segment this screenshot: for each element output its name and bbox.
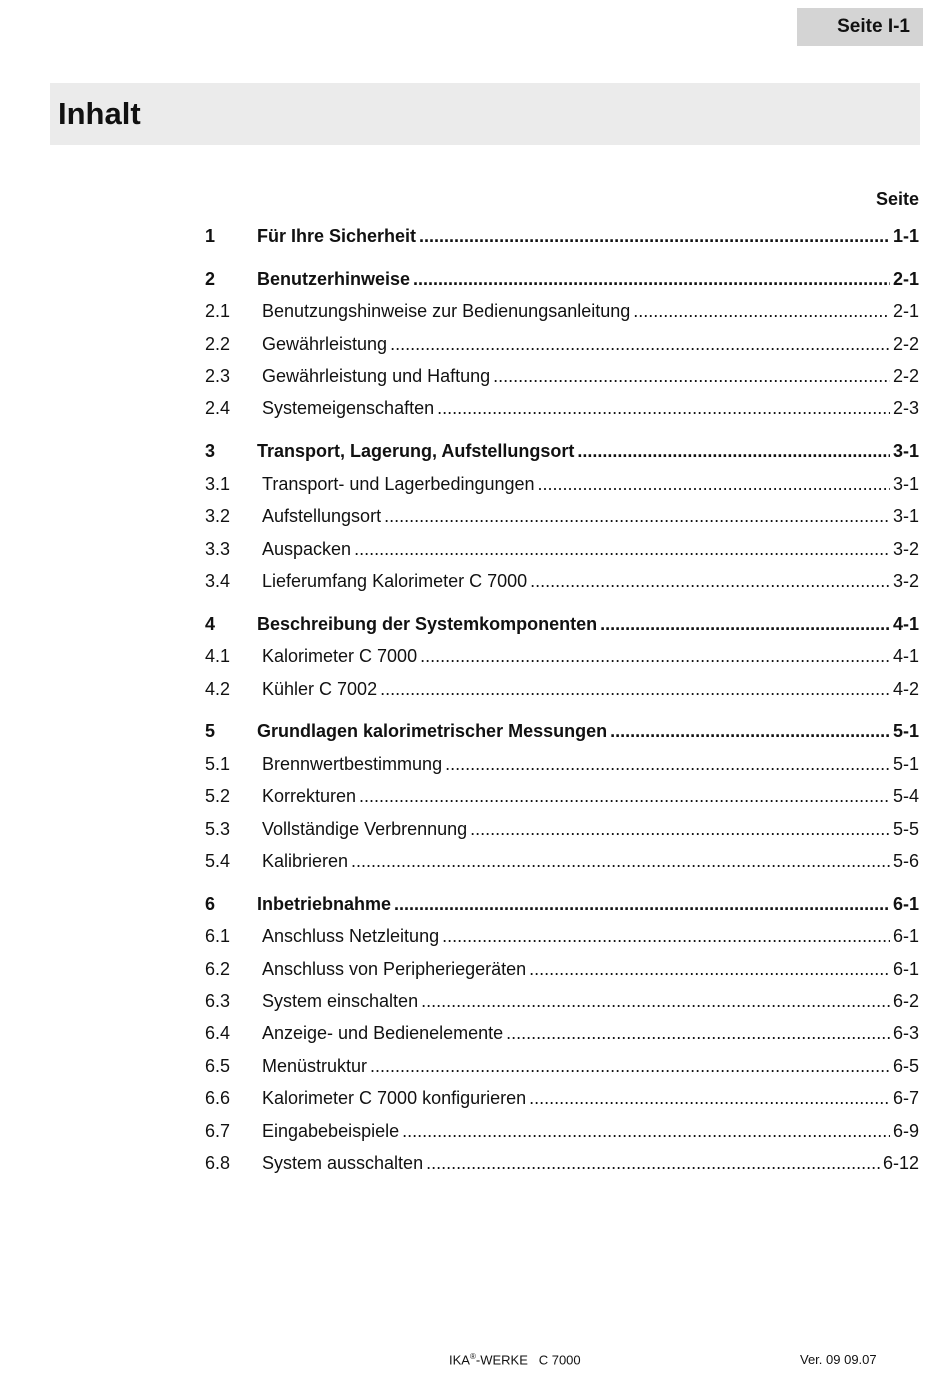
toc-leader-dots (577, 441, 890, 462)
toc-entry-number: 6.5 (205, 1055, 231, 1076)
toc-entry-number: 6.1 (205, 926, 231, 947)
toc-section-entry (205, 506, 919, 538)
toc-section-entry (205, 571, 919, 603)
registered-mark: ® (469, 1352, 476, 1361)
toc-entry-page: 4-2 (892, 678, 919, 699)
toc-leader-dots (384, 506, 890, 527)
toc-section-entry (205, 1153, 919, 1185)
toc-entry-number: 3.4 (205, 570, 231, 591)
toc-entry-title: Kalorimeter C 7000 (262, 646, 418, 667)
toc-entry-page: 2-2 (892, 366, 919, 387)
toc-section-entry (205, 959, 919, 991)
toc-entry-title: Korrekturen (262, 786, 357, 807)
toc-entry-title: Aufstellungsort (262, 506, 382, 527)
toc-entry-number: 5.4 (205, 851, 231, 872)
toc-entry-title: Inbetriebnahme (257, 893, 392, 914)
toc-leader-dots (600, 614, 890, 635)
toc-section-entry (205, 398, 919, 430)
toc-entry-page: 2-1 (892, 268, 919, 289)
toc-section-entry (205, 926, 919, 958)
toc-leader-dots (445, 754, 890, 775)
toc-entry-number: 3.2 (205, 506, 231, 527)
toc-entry-number: 6.3 (205, 991, 231, 1012)
toc-entry-page: 6-7 (892, 1088, 919, 1109)
title-bar (50, 83, 920, 145)
toc-entry-number: 2.2 (205, 333, 231, 354)
toc-leader-dots (426, 1153, 880, 1174)
toc-section-entry (205, 991, 919, 1023)
toc-entry-page: 6-9 (892, 1120, 919, 1141)
toc-entry-number: 2 (205, 268, 216, 289)
toc-entry-page: 2-2 (892, 333, 919, 354)
toc-entry-number: 2.3 (205, 366, 231, 387)
toc-section-entry (205, 786, 919, 818)
toc-entry-page: 3-1 (892, 506, 919, 527)
toc-entry-title: Anzeige- und Bedienelemente (262, 1023, 504, 1044)
toc-leader-dots (493, 366, 890, 387)
toc-chapter-entry (205, 269, 919, 301)
toc-section-entry (205, 851, 919, 883)
toc-chapter-entry (205, 441, 919, 473)
toc-leader-dots (437, 398, 890, 419)
toc-section-entry (205, 334, 919, 366)
toc-entry-number: 3.3 (205, 538, 231, 559)
toc-entry-title: Auspacken (262, 538, 352, 559)
toc-entry-number: 5.3 (205, 818, 231, 839)
toc-leader-dots (633, 301, 890, 322)
toc-section-entry (205, 646, 919, 678)
toc-entry-title: Lieferumfang Kalorimeter C 7000 (262, 570, 528, 591)
toc-entry-number: 6.7 (205, 1120, 231, 1141)
toc-entry-page: 3-2 (892, 570, 919, 591)
toc-section-entry (205, 301, 919, 333)
toc-entry-number: 6.2 (205, 958, 231, 979)
toc-entry-title: Transport, Lagerung, Aufstellungsort (257, 441, 575, 462)
toc-leader-dots (402, 1121, 890, 1142)
toc-entry-number: 3 (205, 441, 216, 462)
toc-section-entry (205, 819, 919, 851)
toc-entry-title: Benutzungshinweise zur Bedienungsanleitung (262, 301, 631, 322)
toc-entry-page: 5-1 (892, 721, 919, 742)
toc-leader-dots (421, 991, 890, 1012)
toc-leader-dots (442, 926, 890, 947)
toc-entry-number: 5.1 (205, 753, 231, 774)
toc-entry-number: 4.1 (205, 646, 231, 667)
toc-leader-dots (413, 269, 890, 290)
toc-entry-page: 6-12 (882, 1153, 919, 1174)
footer-brand (449, 1352, 581, 1367)
toc-section-entry (205, 754, 919, 786)
toc-entry-title: Anschluss von Peripheriegeräten (262, 958, 527, 979)
toc-leader-dots (351, 851, 890, 872)
toc-entry-page: 6-1 (892, 926, 919, 947)
toc-chapter-entry (205, 614, 919, 646)
toc-entry-title: Kühler C 7002 (262, 678, 378, 699)
toc-entry-number: 6.4 (205, 1023, 231, 1044)
toc-entry-title: Kalibrieren (262, 851, 349, 872)
toc-entry-page: 5-6 (892, 851, 919, 872)
page-number-label: Seite I-1 (837, 16, 910, 37)
toc-leader-dots (359, 786, 890, 807)
toc-entry-title: Systemeigenschaften (262, 398, 435, 419)
toc-entry-title: Vollständige Verbrennung (262, 818, 468, 839)
toc-section-entry (205, 679, 919, 711)
toc-entry-page: 2-1 (892, 301, 919, 322)
toc-entry-number: 3.1 (205, 473, 231, 494)
toc-leader-dots (354, 539, 890, 560)
footer-brand-suffix: -WERKE (475, 1352, 528, 1368)
toc-entry-title: Beschreibung der Systemkomponenten (257, 613, 598, 634)
toc-entry-page: 1-1 (892, 226, 919, 246)
toc-leader-dots (394, 894, 890, 915)
toc-entry-number: 5.2 (205, 786, 231, 807)
toc-chapter-entry (205, 894, 919, 926)
toc-entry-number: 6.6 (205, 1088, 231, 1109)
toc-entry-number: 4 (205, 613, 216, 634)
toc-entry-title: System ausschalten (262, 1153, 424, 1174)
toc-entry-page: 5-5 (892, 818, 919, 839)
toc-leader-dots (419, 226, 890, 247)
toc-entry-number: 4.2 (205, 678, 231, 699)
page-number-tag (797, 8, 923, 46)
toc-entry-number: 2.4 (205, 398, 231, 419)
toc-section-entry (205, 1056, 919, 1088)
toc-entry-page: 6-1 (892, 893, 919, 914)
toc-entry-title: Menüstruktur (262, 1055, 368, 1076)
toc-entry-number: 6.8 (205, 1153, 231, 1174)
toc-entry-page: 6-3 (892, 1023, 919, 1044)
toc-leader-dots (470, 819, 890, 840)
toc-entry-page: 3-1 (892, 473, 919, 494)
toc-chapter-entry (205, 721, 919, 753)
toc-entry-page: 4-1 (892, 613, 919, 634)
toc-leader-dots (390, 334, 890, 355)
toc-entry-title: Benutzerhinweise (257, 268, 411, 289)
toc-section-entry (205, 474, 919, 506)
toc-leader-dots (420, 646, 890, 667)
toc-entry-title: Für Ihre Sicherheit (257, 226, 417, 246)
toc-chapter-entry (205, 226, 919, 258)
toc-leader-dots (370, 1056, 890, 1077)
toc-entry-page: 3-2 (892, 538, 919, 559)
toc-leader-dots (530, 571, 890, 592)
toc-entry-page: 4-1 (892, 646, 919, 667)
toc-section-entry (205, 539, 919, 571)
toc-entry-page: 5-4 (892, 786, 919, 807)
footer-brand-name: IKA (449, 1352, 470, 1368)
toc-section-entry (205, 1088, 919, 1120)
page-title: Inhalt (58, 96, 141, 131)
toc-entry-title: Gewährleistung (262, 333, 388, 354)
footer-model: C 7000 (538, 1352, 581, 1368)
toc-entry-number: 5 (205, 721, 216, 742)
toc-entry-page: 2-3 (892, 398, 919, 419)
toc-entry-number: 1 (205, 226, 216, 246)
toc-entry-title: System einschalten (262, 991, 419, 1012)
toc-entry-page: 6-1 (892, 958, 919, 979)
table-of-contents (205, 226, 919, 1185)
toc-entry-title: Eingabebeispiele (262, 1120, 400, 1141)
page-column-header: Seite (875, 189, 919, 209)
toc-entry-number: 6 (205, 893, 216, 914)
toc-entry-page: 6-5 (892, 1055, 919, 1076)
toc-leader-dots (380, 679, 890, 700)
toc-entry-page: 3-1 (892, 441, 919, 462)
toc-entry-title: Kalorimeter C 7000 konfigurieren (262, 1088, 527, 1109)
toc-leader-dots (506, 1023, 890, 1044)
toc-leader-dots (538, 474, 890, 495)
toc-entry-page: 6-2 (892, 991, 919, 1012)
toc-leader-dots (529, 959, 890, 980)
toc-section-entry (205, 366, 919, 398)
toc-section-entry (205, 1023, 919, 1055)
toc-entry-page: 5-1 (892, 753, 919, 774)
toc-leader-dots (529, 1088, 890, 1109)
footer-version: Ver. 09 09.07 (800, 1352, 877, 1367)
toc-entry-title: Anschluss Netzleitung (262, 926, 440, 947)
toc-entry-title: Grundlagen kalorimetrischer Messungen (257, 721, 608, 742)
toc-entry-title: Brennwertbestimmung (262, 753, 443, 774)
toc-entry-title: Gewährleistung und Haftung (262, 366, 491, 387)
toc-section-entry (205, 1121, 919, 1153)
toc-entry-number: 2.1 (205, 301, 231, 322)
toc-entry-title: Transport- und Lagerbedingungen (262, 473, 535, 494)
toc-leader-dots (610, 721, 890, 742)
